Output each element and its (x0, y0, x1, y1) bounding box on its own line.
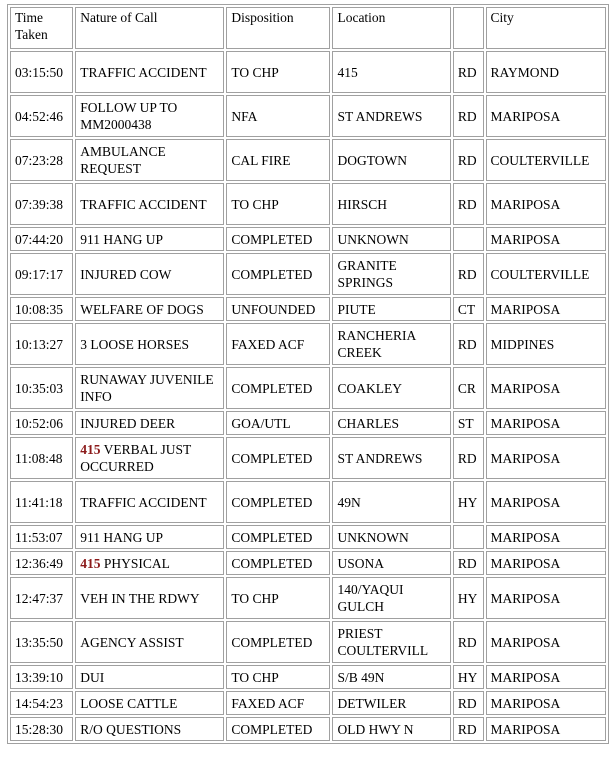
cell-disposition: COMPLETED (226, 481, 330, 523)
cell-street-suffix: RD (453, 323, 484, 365)
cell-disposition: COMPLETED (226, 717, 330, 741)
cell-nature-of-call: WELFARE OF DOGS (75, 297, 224, 321)
cell-disposition: UNFOUNDED (226, 297, 330, 321)
cell-street-suffix: RD (453, 253, 484, 295)
cell-nature-of-call: INJURED COW (75, 253, 224, 295)
cell-city: MARIPOSA (486, 577, 607, 619)
cell-nature-of-call (75, 551, 224, 575)
cell-time-taken: 15:28:30 (10, 717, 73, 741)
cell-city: MARIPOSA (486, 665, 607, 689)
cell-nature-of-call: 911 HANG UP (75, 227, 224, 251)
cell-street-suffix: CT (453, 297, 484, 321)
table-row (10, 717, 606, 741)
cell-street-suffix (453, 525, 484, 549)
cell-disposition: TO CHP (226, 577, 330, 619)
cell-time-taken: 13:39:10 (10, 665, 73, 689)
cell-disposition: COMPLETED (226, 551, 330, 575)
cell-city: COULTERVILLE (486, 139, 607, 181)
call-log (7, 4, 609, 744)
cell-location: 415 (332, 51, 450, 93)
cell-street-suffix: RD (453, 551, 484, 575)
cell-location: CHARLES (332, 411, 450, 435)
table-row (10, 691, 606, 715)
cell-location: UNKNOWN (332, 525, 450, 549)
cell-disposition: TO CHP (226, 183, 330, 225)
cell-city: COULTERVILLE (486, 253, 607, 295)
cell-city: MARIPOSA (486, 367, 607, 409)
cell-location: 49N (332, 481, 450, 523)
cell-time-taken: 12:47:37 (10, 577, 73, 619)
cell-location: RANCHERIA CREEK (332, 323, 450, 365)
cell-location: UNKNOWN (332, 227, 450, 251)
cell-time-taken: 10:13:27 (10, 323, 73, 365)
table-row (10, 367, 606, 409)
cell-time-taken: 10:08:35 (10, 297, 73, 321)
cell-location: ST ANDREWS (332, 437, 450, 479)
cell-disposition: COMPLETED (226, 367, 330, 409)
cell-nature-of-call: INJURED DEER (75, 411, 224, 435)
table-row (10, 323, 606, 365)
cell-location: ST ANDREWS (332, 95, 450, 137)
cell-time-taken: 07:44:20 (10, 227, 73, 251)
cell-nature-of-call: AGENCY ASSIST (75, 621, 224, 663)
cell-street-suffix: HY (453, 577, 484, 619)
header-nature-of-call: Nature of Call (75, 7, 224, 49)
cell-disposition: NFA (226, 95, 330, 137)
cell-city: RAYMOND (486, 51, 607, 93)
cell-city: MARIPOSA (486, 551, 607, 575)
cell-city: MARIPOSA (486, 717, 607, 741)
cell-street-suffix: RD (453, 437, 484, 479)
cell-disposition: COMPLETED (226, 525, 330, 549)
cell-disposition: GOA/UTL (226, 411, 330, 435)
cell-nature-of-call (75, 437, 224, 479)
cell-street-suffix: RD (453, 691, 484, 715)
table-row (10, 139, 606, 181)
cell-nature-of-call: R/O QUESTIONS (75, 717, 224, 741)
table-row (10, 525, 606, 549)
table-row (10, 227, 606, 251)
cell-disposition: FAXED ACF (226, 323, 330, 365)
table-row (10, 665, 606, 689)
header-city: City (486, 7, 607, 49)
cell-street-suffix: RD (453, 621, 484, 663)
cell-street-suffix: ST (453, 411, 484, 435)
table-row (10, 621, 606, 663)
cell-location: USONA (332, 551, 450, 575)
cell-street-suffix: RD (453, 139, 484, 181)
cell-city: MARIPOSA (486, 525, 607, 549)
table-row (10, 551, 606, 575)
cell-nature-of-call: TRAFFIC ACCIDENT (75, 481, 224, 523)
cell-city: MARIPOSA (486, 183, 607, 225)
cell-time-taken: 11:53:07 (10, 525, 73, 549)
cell-location: HIRSCH (332, 183, 450, 225)
header-suffix (453, 7, 484, 49)
table-row (10, 183, 606, 225)
cell-location: DOGTOWN (332, 139, 450, 181)
call-log-table (7, 4, 609, 744)
cell-street-suffix: HY (453, 481, 484, 523)
table-row (10, 253, 606, 295)
cell-time-taken: 09:17:17 (10, 253, 73, 295)
cell-location: DETWILER (332, 691, 450, 715)
cell-location: PIUTE (332, 297, 450, 321)
cell-time-taken: 13:35:50 (10, 621, 73, 663)
cell-nature-of-call: 3 LOOSE HORSES (75, 323, 224, 365)
cell-nature-of-call: DUI (75, 665, 224, 689)
cell-location: COAKLEY (332, 367, 450, 409)
cell-street-suffix: RD (453, 183, 484, 225)
call-log-body (10, 51, 606, 741)
cell-city: MARIPOSA (486, 691, 607, 715)
nature-text: VERBAL JUST OCCURRED (80, 442, 192, 474)
cell-disposition: COMPLETED (226, 437, 330, 479)
cell-nature-of-call: RUNAWAY JUVENILE INFO (75, 367, 224, 409)
table-row (10, 481, 606, 523)
table-row (10, 297, 606, 321)
header-location: Location (332, 7, 450, 49)
cell-time-taken: 07:23:28 (10, 139, 73, 181)
nature-text: PHYSICAL (100, 555, 170, 571)
cell-street-suffix (453, 227, 484, 251)
header-time-taken: Time Taken (10, 7, 73, 49)
cell-city: MARIPOSA (486, 95, 607, 137)
cell-time-taken: 04:52:46 (10, 95, 73, 137)
cell-time-taken: 14:54:23 (10, 691, 73, 715)
cell-location: S/B 49N (332, 665, 450, 689)
cell-time-taken: 10:52:06 (10, 411, 73, 435)
cell-nature-of-call: LOOSE CATTLE (75, 691, 224, 715)
cell-city: MARIPOSA (486, 411, 607, 435)
table-row (10, 577, 606, 619)
cell-nature-of-call: AMBULANCE REQUEST (75, 139, 224, 181)
cell-time-taken: 12:36:49 (10, 551, 73, 575)
cell-city: MARIPOSA (486, 621, 607, 663)
cell-disposition: CAL FIRE (226, 139, 330, 181)
cell-city: MARIPOSA (486, 297, 607, 321)
cell-time-taken: 11:41:18 (10, 481, 73, 523)
cell-location: OLD HWY N (332, 717, 450, 741)
cell-time-taken: 10:35:03 (10, 367, 73, 409)
cell-time-taken: 07:39:38 (10, 183, 73, 225)
header-row (10, 7, 606, 49)
cell-disposition: TO CHP (226, 665, 330, 689)
cell-street-suffix: RD (453, 717, 484, 741)
cell-location: GRANITE SPRINGS (332, 253, 450, 295)
cell-nature-of-call: 911 HANG UP (75, 525, 224, 549)
cell-disposition: COMPLETED (226, 621, 330, 663)
call-code-highlight: 415 (80, 442, 101, 457)
cell-disposition: COMPLETED (226, 253, 330, 295)
cell-city: MARIPOSA (486, 227, 607, 251)
table-row (10, 411, 606, 435)
header-disposition: Disposition (226, 7, 330, 49)
cell-street-suffix: HY (453, 665, 484, 689)
cell-city: MARIPOSA (486, 437, 607, 479)
cell-nature-of-call: VEH IN THE RDWY (75, 577, 224, 619)
cell-nature-of-call: TRAFFIC ACCIDENT (75, 51, 224, 93)
table-row (10, 437, 606, 479)
cell-disposition: COMPLETED (226, 227, 330, 251)
cell-disposition: TO CHP (226, 51, 330, 93)
cell-city: MIDPINES (486, 323, 607, 365)
cell-city: MARIPOSA (486, 481, 607, 523)
cell-street-suffix: RD (453, 51, 484, 93)
cell-street-suffix: RD (453, 95, 484, 137)
call-code-highlight: 415 (80, 555, 101, 571)
table-row (10, 51, 606, 93)
cell-location: PRIEST COULTERVILL (332, 621, 450, 663)
cell-disposition: FAXED ACF (226, 691, 330, 715)
cell-nature-of-call: FOLLOW UP TO MM2000438 (75, 95, 224, 137)
table-row (10, 95, 606, 137)
cell-time-taken: 03:15:50 (10, 51, 73, 93)
cell-street-suffix: CR (453, 367, 484, 409)
cell-nature-of-call: TRAFFIC ACCIDENT (75, 183, 224, 225)
cell-location: 140/YAQUI GULCH (332, 577, 450, 619)
cell-time-taken: 11:08:48 (10, 437, 73, 479)
